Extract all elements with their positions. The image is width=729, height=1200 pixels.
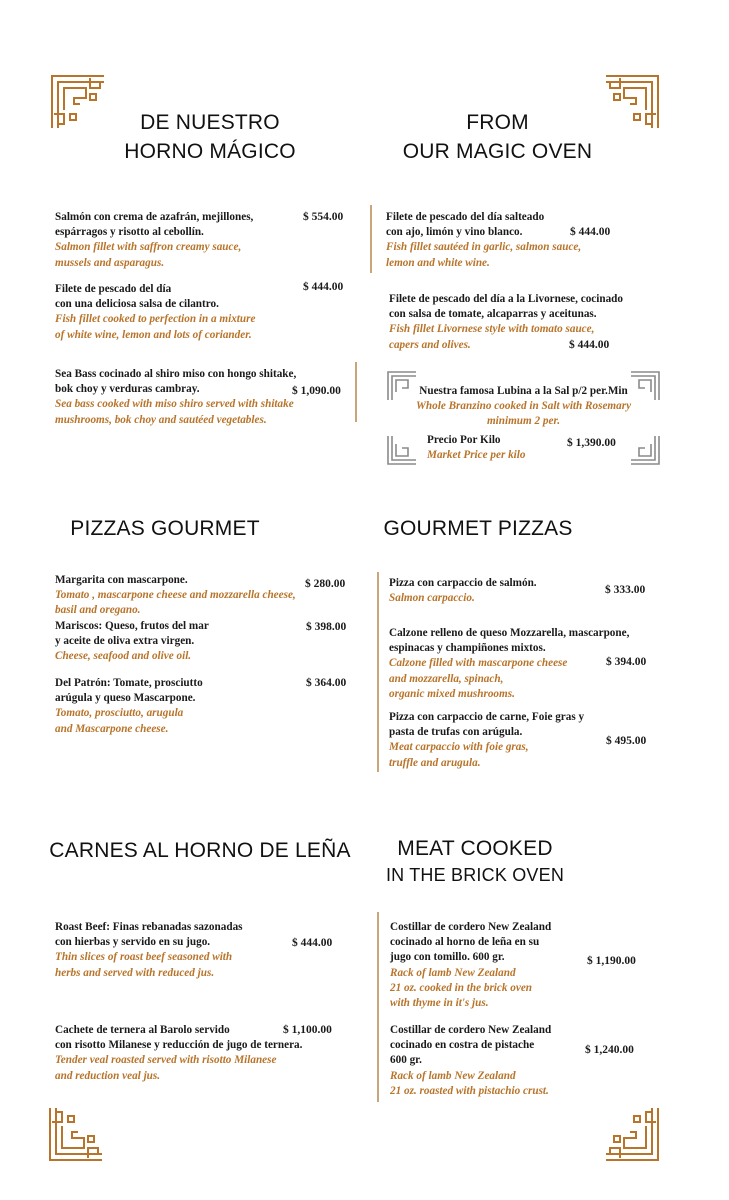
menu-item xyxy=(55,619,209,665)
divider-rule xyxy=(377,912,379,1102)
special-kilo xyxy=(427,433,526,463)
section-title-oven-es: DE NUESTRO HORNO MÁGICO xyxy=(124,111,296,163)
kilo-label-en: Market Price per kilo xyxy=(427,449,526,462)
item-price: $ 394.00 xyxy=(606,656,647,668)
item-name-en: Sea bass cooked with miso shiro served with shitake mushrooms, bok choy and sautéed vegetables. xyxy=(55,398,294,426)
menu-item xyxy=(55,367,296,428)
item-price: $ 444.00 xyxy=(292,937,333,949)
menu-item xyxy=(55,573,296,619)
item-name-es: Roast Beef: Finas rebanadas sazonadas con hierbas y servido en su jugo. xyxy=(55,921,243,949)
item-price: $ 1,100.00 xyxy=(283,1024,332,1036)
section-title-oven-en: FROM OUR MAGIC OVEN xyxy=(402,111,593,163)
menu-item xyxy=(55,1023,302,1084)
item-name-es: Cachete de ternera al Barolo servido con risotto Milanese y reducción de jugo de ternera. xyxy=(55,1024,303,1052)
menu-item xyxy=(389,626,629,702)
menu-item xyxy=(55,920,243,981)
menu-item xyxy=(389,710,584,771)
divider-rule xyxy=(355,362,357,422)
item-name-en: Fish fillet Livornese style with tomato sauce, capers and olives. xyxy=(389,323,595,351)
item-price: $ 495.00 xyxy=(606,735,647,747)
item-name-en: Fish fillet sautéed in garlic, salmon sauce, lemon and white wine. xyxy=(386,241,582,269)
item-name-es: Pizza con carpaccio de salmón. xyxy=(389,577,537,589)
divider-rule xyxy=(377,572,379,772)
greek-key-corner-icon xyxy=(48,1106,104,1162)
section-title-pizza-en: GOURMET PIZZAS xyxy=(383,517,573,540)
item-name-es: Costillar de cordero New Zealand cocinado en costra de pistache 600 gr. xyxy=(390,1024,552,1067)
item-name-es: Filete de pescado del día a la Livornese, cocinado con salsa de tomate, alcaparras y aceitunas. xyxy=(389,293,623,321)
item-name-en: Rack of lamb New Zealand 21 oz. roasted with pistachio crust. xyxy=(390,1069,549,1097)
item-name-en: Tomato , mascarpone cheese and mozzarella cheese, basil and oregano. xyxy=(55,589,296,617)
item-name-en: Rack of lamb New Zealand 21 oz. cooked in the brick oven with thyme in it's jus. xyxy=(390,966,533,1010)
item-name-es: Calzone relleno de queso Mozzarella, mascarpone, espinacas y champiñones mixtos. xyxy=(389,627,630,655)
item-name-en: Tender veal roasted served with risotto Milanese and reduction veal jus. xyxy=(55,1054,277,1082)
item-name-es: Del Patrón: Tomate, prosciutto arúgula y queso Mascarpone. xyxy=(55,677,203,705)
item-name-es: Margarita con mascarpone. xyxy=(55,574,188,586)
special-name-en: Whole Branzino cooked in Salt with Rosemary minimum 2 per. xyxy=(415,400,632,428)
item-name-en: Fish fillet cooked to perfection in a mixture of white wine, lemon and lots of coriander. xyxy=(55,313,256,341)
item-name-es: Costillar de cordero New Zealand cocinado al horno de leña en su jugo con tomillo. 600 gr. xyxy=(390,921,552,964)
item-name-es: Filete de pescado del día salteado con ajo, limón y vino blanco. xyxy=(386,211,545,239)
item-name-en: Calzone filled with mascarpone cheese and mozzarella, spinach, organic mixed mushrooms. xyxy=(389,657,568,700)
item-price: $ 1,090.00 xyxy=(292,385,341,397)
item-price: $ 554.00 xyxy=(303,211,344,223)
divider-rule xyxy=(370,205,372,273)
menu-item xyxy=(390,920,551,1011)
menu-item xyxy=(55,676,203,737)
item-price: $ 398.00 xyxy=(306,621,347,633)
greek-key-corner-icon xyxy=(604,1106,660,1162)
section-title-pizza-es: PIZZAS GOURMET xyxy=(70,517,260,540)
item-price: $ 1,240.00 xyxy=(585,1044,634,1056)
item-price: $ 280.00 xyxy=(305,578,346,590)
menu-item xyxy=(390,1023,551,1099)
item-price: $ 333.00 xyxy=(605,584,646,596)
item-name-en: Tomato, prosciutto, arugula and Mascarpone cheese. xyxy=(55,707,184,735)
kilo-label-es: Precio Por Kilo xyxy=(427,434,501,446)
menu-item xyxy=(386,210,581,271)
item-name-en: Thin slices of roast beef seasoned with herbs and served with reduced jus. xyxy=(55,951,233,979)
menu-item xyxy=(55,210,253,271)
item-name-en: Cheese, seafood and olive oil. xyxy=(55,650,192,663)
special-price: $ 1,390.00 xyxy=(567,437,616,449)
item-price: $ 444.00 xyxy=(570,226,611,238)
item-name-es: Mariscos: Queso, frutos del mar y aceite de oliva extra virgen. xyxy=(55,620,209,648)
item-name-es: Salmón con crema de azafrán, mejillones, espárragos y risotto al cebollín. xyxy=(55,211,254,239)
section-title-meat-en-2: IN THE BRICK OVEN xyxy=(385,865,565,885)
item-name-en: Salmon fillet with saffron creamy sauce, mussels and asparagus. xyxy=(55,241,242,269)
item-name-en: Meat carpaccio with foie gras, truffle and arugula. xyxy=(389,741,529,769)
item-name-es: Filete de pescado del día con una deliciosa salsa de cilantro. xyxy=(55,283,219,311)
item-name-es: Pizza con carpaccio de carne, Foie gras y pasta de trufas con arúgula. xyxy=(389,711,585,739)
special-item xyxy=(386,384,661,430)
item-price: $ 364.00 xyxy=(306,677,347,689)
item-name-es: Sea Bass cocinado al shiro miso con hongo shitake, bok choy y verduras cambray. xyxy=(55,368,297,396)
section-title-meat-es: CARNES AL HORNO DE LEÑA xyxy=(49,839,351,862)
section-title-meat-en-1: MEAT COOKED xyxy=(397,837,553,860)
item-name-en: Salmon carpaccio. xyxy=(389,592,475,605)
item-price: $ 444.00 xyxy=(569,339,610,351)
menu-item xyxy=(389,576,537,606)
item-price: $ 444.00 xyxy=(303,281,344,293)
special-name-es: Nuestra famosa Lubina a la Sal p/2 per.Min xyxy=(419,385,628,397)
greek-key-corner-icon xyxy=(604,74,660,130)
menu-item xyxy=(55,282,255,343)
item-price: $ 1,190.00 xyxy=(587,955,636,967)
